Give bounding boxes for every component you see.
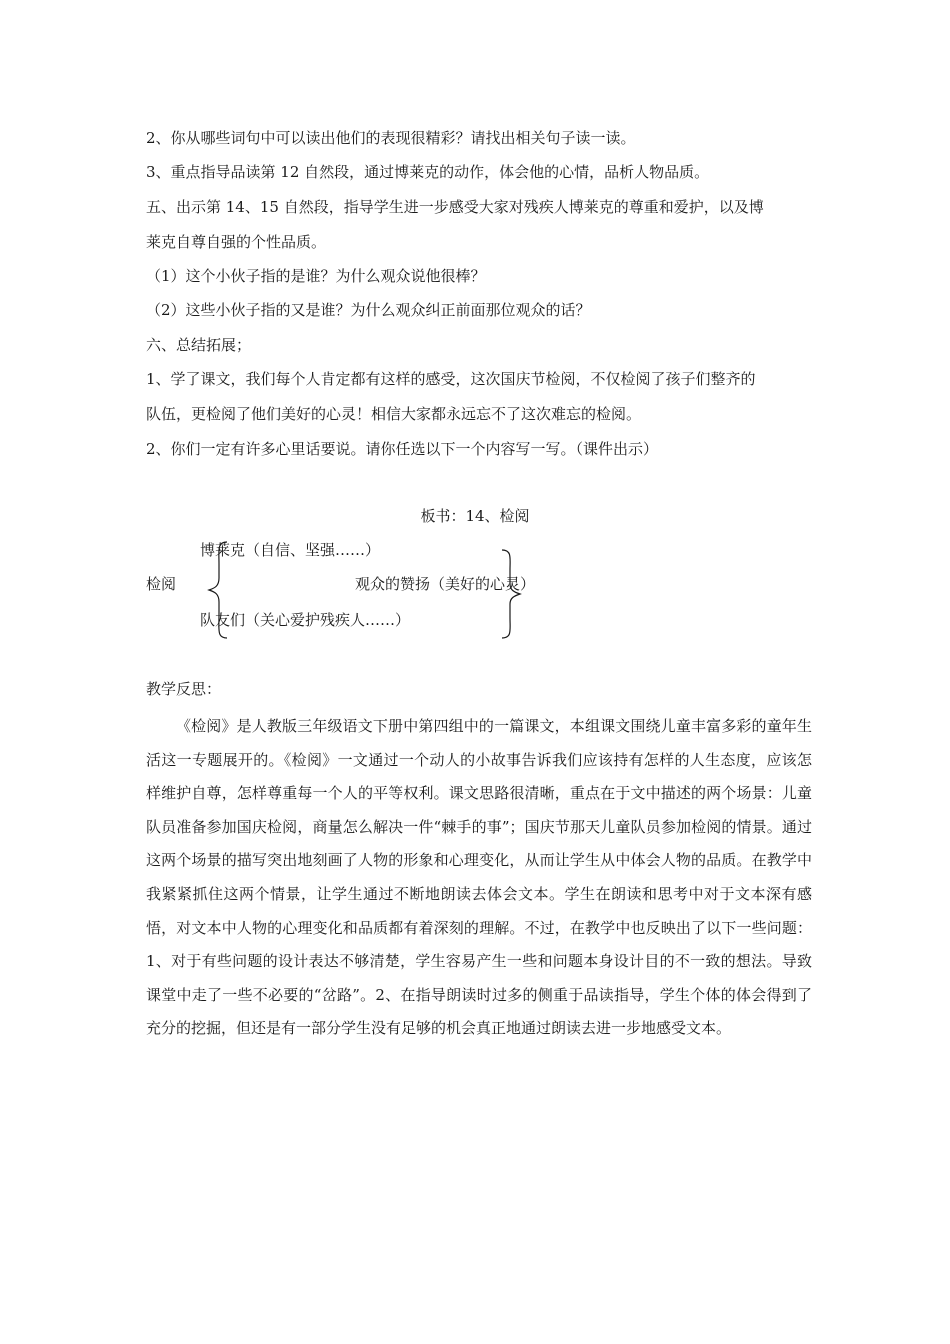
board-middle: 观众的赞扬（美好的心灵） bbox=[355, 575, 536, 593]
board-title: 板书：14、检阅 bbox=[420, 507, 530, 525]
board-branch-top: 博莱克（自信、坚强……） bbox=[200, 541, 381, 559]
text-line: 莱克自尊自强的个性品质。 bbox=[146, 233, 327, 251]
section-heading: 六、总结拓展； bbox=[146, 336, 252, 354]
text-line: 2、你从哪些词句中可以读出他们的表现很精彩？请找出相关句子读一读。 bbox=[146, 129, 636, 147]
board-branch-bottom: 队友们（关心爱护残疾人……） bbox=[200, 611, 411, 629]
text-line: 五、出示第 14、15 自然段，指导学生进一步感受大家对残疾人博莱克的尊重和爱护，以及博 bbox=[146, 198, 764, 216]
left-brace-icon bbox=[205, 540, 235, 640]
text-line: 1、学了课文，我们每个人肯定都有这样的感受，这次国庆节检阅，不仅检阅了孩子们整齐的 bbox=[146, 370, 756, 388]
text-line: 3、重点指导品读第 12 自然段，通过博莱克的动作，体会他的心情，品析人物品质。 bbox=[146, 163, 710, 181]
text-line: 队伍，更检阅了他们美好的心灵！相信大家都永远忘不了这次难忘的检阅。 bbox=[146, 405, 642, 423]
text-line: 2、你们一定有许多心里话要说。请你任选以下一个内容写一写。（课件出示） bbox=[146, 440, 659, 458]
board-root: 检阅 bbox=[146, 575, 177, 593]
right-brace-icon bbox=[498, 548, 528, 640]
text-line: （1）这个小伙子指的是谁？为什么观众说他很棒？ bbox=[146, 267, 486, 285]
text-line: （2）这些小伙子指的又是谁？为什么观众纠正前面那位观众的话？ bbox=[146, 301, 591, 319]
reflection-body: 《检阅》是人教版三年级语文下册中第四组中的一篇课文，本组课文围绕儿童丰富多彩的童年生活这一专题展开的。《检阅》一文通过一个动人的小故事告诉我们应该持有怎样的人生态度，应该怎样维护自尊，怎样尊重每一个人的平等权利。课文思路很清晰，重点在于文中描述的两个场景：儿童队员准备参加国庆检阅，商量怎么解决一件“棘手的事”；国庆节那天儿童队员参加检阅的情景。通过这两个场景的描写突出地刻画了人物的形象和心理变化，从而让学生从中体会人物的品质。在教学中我紧紧抓住这两个情景，让学生通过不断地朗读去体会文本。学生在朗读和思考中对于文本深有感悟，对文本中人物的心理变化和品质都有着深刻的理解。不过，在教学中也反映出了以下一些问题：1、对于有些问题的设计表达不够清楚，学生容易产生一些和问题本身设计目的不一致的想法。导致课堂中走了一些不必要的“岔路”。2、在指导朗读时过多的侧重于品读指导，学生个体的体会得到了充分的挖掘，但还是有一部分学生没有足够的机会真正地通过朗读去进一步地感受文本。 bbox=[146, 717, 812, 1038]
reflection-heading: 教学反思： bbox=[146, 680, 222, 698]
